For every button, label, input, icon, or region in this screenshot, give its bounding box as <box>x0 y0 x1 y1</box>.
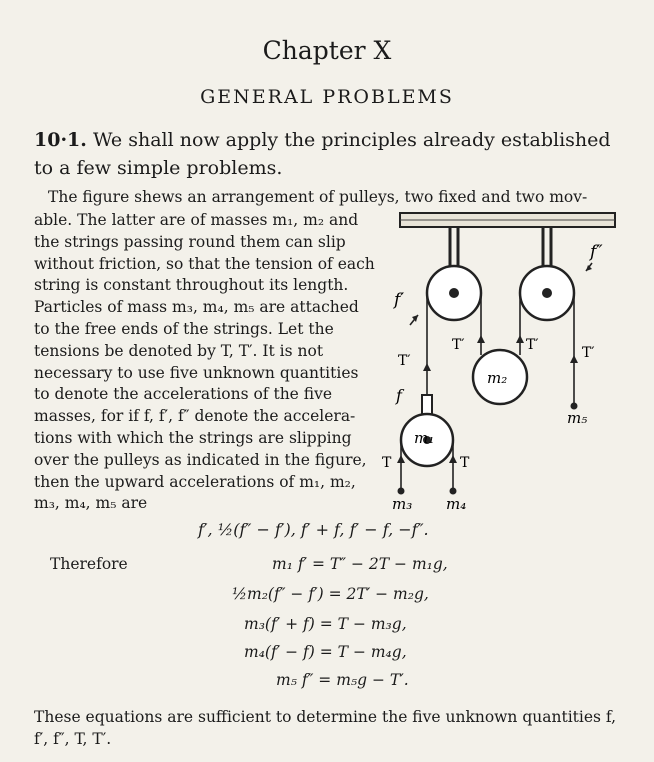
up-arrow <box>449 455 457 463</box>
mass-m4-dot <box>450 488 457 495</box>
label-m5: m₅ <box>567 409 588 427</box>
chapter-title: Chapter X <box>262 36 392 65</box>
body-line: able. The latter are of masses m₁, m₂ and <box>34 211 359 229</box>
body-line: then the upward accelerations of m₁, m₂, <box>34 472 356 491</box>
body-line: to the free ends of the strings. Let the <box>34 319 334 338</box>
body-line: necessary to use five unknown quantities <box>34 363 359 382</box>
pulley-diagram <box>380 205 630 520</box>
label-T-left: T <box>382 455 392 471</box>
label-T-right: T <box>460 455 470 471</box>
up-arrow <box>516 335 524 343</box>
body-line: to denote the accelerations of the five <box>34 385 333 404</box>
label-m3: m₃ <box>392 495 413 513</box>
body-line: tensions be denoted by T, T′. It is not <box>34 341 324 360</box>
label-m1: m₁ <box>414 429 435 447</box>
body-line: m₃, m₄, m₅ are <box>34 494 148 513</box>
label-T-prime-left: T′ <box>398 353 411 369</box>
label-T-prime-mid2: T′ <box>526 337 539 353</box>
body-line: over the pulleys as indicated in the figure, <box>34 450 367 469</box>
equation-3: m₃(f′ + f) = T − m₃g, <box>244 615 407 633</box>
body-line: Particles of mass m₃, m₄, m₅ are attached <box>34 298 359 317</box>
label-f-double-prime: f″ <box>590 242 603 262</box>
body-line: masses, for if f, f′, f″ denote the accelera- <box>34 407 356 426</box>
equation-5: m₅ f″ = m₅g − T′. <box>276 671 409 689</box>
up-arrow <box>397 455 405 463</box>
up-arrow <box>423 363 431 371</box>
lead-text: We shall now apply the principles already established to a few simple problems. <box>34 129 611 179</box>
label-f-prime: f′ <box>394 290 405 310</box>
conclusion-paragraph: These equations are sufficient to determine the five unknown quantities f, f′, f″, T, T′. <box>34 708 617 748</box>
body-line: string is constant throughout its length. <box>34 276 349 295</box>
label-T-prime-right: T′ <box>582 345 595 361</box>
label-f: f <box>396 386 402 405</box>
up-arrow <box>570 355 578 363</box>
right-pulley-axle <box>542 288 552 298</box>
equation-2: ½m₂(f″ − f′) = 2T′ − m₂g, <box>232 585 429 603</box>
therefore-label: Therefore <box>50 555 128 573</box>
section-number: 10·1. <box>34 129 87 151</box>
label-T-prime-mid: T′ <box>452 337 465 353</box>
intro-line: The figure shews an arrangement of pulleys, two fixed and two mov- <box>48 188 588 206</box>
body-line: the strings passing round them can slip <box>34 232 346 251</box>
body-text <box>34 210 404 515</box>
body-line: without friction, so that the tension of each <box>34 254 375 273</box>
label-m4: m₄ <box>446 495 467 513</box>
equation-4: m₄(f′ − f) = T − m₄g, <box>244 643 407 661</box>
equation-1: m₁ f′ = T″ − 2T − m₁g, <box>272 555 448 573</box>
mass-m3-dot <box>398 488 405 495</box>
label-m2: m₂ <box>487 369 508 387</box>
up-arrow <box>477 335 485 343</box>
body-line: tions with which the strings are slipping <box>34 428 352 447</box>
accelerations-expression: f′, ½(f″ − f′), f′ + f, f′ − f, −f″. <box>198 520 429 539</box>
lead-paragraph <box>34 126 624 182</box>
section-title: GENERAL PROBLEMS <box>200 86 454 108</box>
left-pulley-axle <box>449 288 459 298</box>
